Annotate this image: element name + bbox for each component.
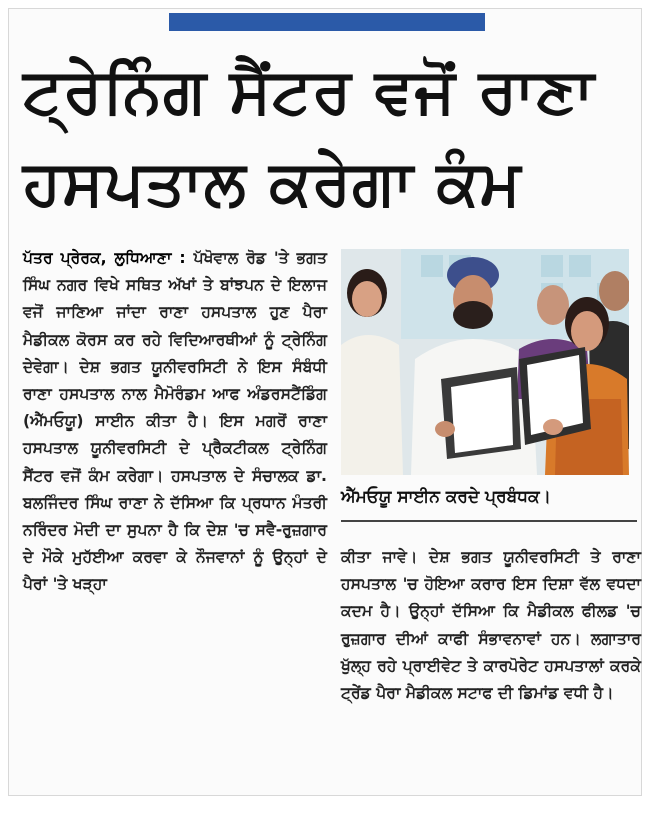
caption-divider <box>341 520 637 522</box>
photo-caption: ਐੱਮਓਯੂ ਸਾਈਨ ਕਰਦੇ ਪ੍ਰਬੰਧਕ। <box>341 487 552 507</box>
news-photo <box>341 249 629 475</box>
headline-line-2: ਹਸਪਤਾਲ ਕਰੇਗਾ ਕੰਮ <box>23 146 522 219</box>
newspaper-clipping <box>8 8 642 796</box>
article-body-right: ਕੀਤਾ ਜਾਵੇ। ਦੇਸ਼ ਭਗਤ ਯੂਨੀਵਰਸਿਟੀ ਤੇ ਰਾਣਾ ਹਸਪਤਾਲ 'ਚ ਹੋਇਆ ਕਰਾਰ ਇਸ ਦਿਸ਼ਾ ਵੱਲ ਵਧਦਾ ਕਦਮ ਹੈ। ਉਨ੍ਹਾਂ ਦੱਸਿਆ ਕਿ ਮੈਡੀਕਲ ਫੀਲਡ 'ਚ ਰੁਜ਼ਗਾਰ ਦੀਆਂ ਕਾਫੀ ਸੰਭਾਵਨਾਵਾਂ ਹਨ। ਲਗਾਤਾਰ ਖੁੱਲ੍ਹ ਰਹੇ ਪ੍ਰਾਈਵੇਟ ਤੇ ਕਾਰਪੋਰੇਟ ਹਸਪਤਾਲਾਂ ਕਰਕੇ ਟ੍ਰੇਂਡ ਪੈਰਾ ਮੈਡੀਕਲ ਸਟਾਫ ਦੀ ਡਿਮਾਂਡ ਵਧੀ ਹੈ। <box>341 548 641 703</box>
article-column-right <box>341 544 641 707</box>
photo-illustration <box>341 249 629 475</box>
article-body-left: ਪੱਖੋਵਾਲ ਰੋਡ 'ਤੇ ਭਗਤ ਸਿੰਘ ਨਗਰ ਵਿਖੇ ਸਥਿਤ ਅੱਖਾਂ ਤੇ ਬਾਂਝਪਨ ਦੇ ਇਲਾਜ ਵਜੋਂ ਜਾਣਿਆ ਜਾਂਦਾ ਰਾਣਾ ਹਸਪਤਾਲ ਹੁਣ ਪੈਰਾ ਮੈਡੀਕਲ ਕੋਰਸ ਕਰ ਰਹੇ ਵਿਦਿਆਰਥੀਆਂ ਨੂੰ ਟ੍ਰੇਨਿੰਗ ਦੇਵੇਗਾ। ਦੇਸ਼ ਭਗਤ ਯੂਨੀਵਰਸਿਟੀ ਨੇ ਇਸ ਸੰਬੰਧੀ ਰਾਣਾ ਹਸਪਤਾਲ ਨਾਲ ਮੈਮੋਰੰਡਮ ਆਫ ਅੰਡਰਸਟੈਂਡਿੰਗ (ਐੱਮਓਯੂ) ਸਾਈਨ ਕੀਤਾ ਹੈ। ਇਸ ਮਗਰੋਂ ਰਾਣਾ ਹਸਪਤਾਲ ਯੂਨੀਵਰਸਿਟੀ ਦੇ ਪ੍ਰੈਕਟੀਕਲ ਟ੍ਰੇਨਿੰਗ ਸੈਂਟਰ ਵਜੋਂ ਕੰਮ ਕਰੇਗਾ। ਹਸਪਤਾਲ ਦੇ ਸੰਚਾਲਕ ਡਾ. ਬਲਜਿੰਦਰ ਸਿੰਘ ਰਾਣਾ ਨੇ ਦੱਸਿਆ ਕਿ ਪ੍ਰਧਾਨ ਮੰਤਰੀ ਨਰਿੰਦਰ ਮੋਦੀ ਦਾ ਸੁਪਨਾ ਹੈ ਕਿ ਦੇਸ਼ 'ਚ ਸਵੈ-ਰੁਜ਼ਗਾਰ ਦੇ ਮੌਕੇ ਮੁਹੱਈਆ ਕਰਵਾ ਕੇ ਨੌਜਵਾਨਾਂ ਨੂੰ ਉਨ੍ਹਾਂ ਦੇ ਪੈਰਾਂ 'ਤੇ ਖੜ੍ਹਾ <box>23 249 328 594</box>
headline-line-1: ਟ੍ਰੇਨਿੰਗ ਸੈਂਟਰ ਵਜੋਂ ਰਾਣਾ <box>23 54 595 127</box>
headline <box>23 45 643 229</box>
article-column-left <box>23 245 327 599</box>
section-color-bar <box>169 13 485 31</box>
byline: ਪੱਤਰ ਪ੍ਰੇਰਕ, ਲੁਧਿਆਣਾ : <box>23 249 186 267</box>
